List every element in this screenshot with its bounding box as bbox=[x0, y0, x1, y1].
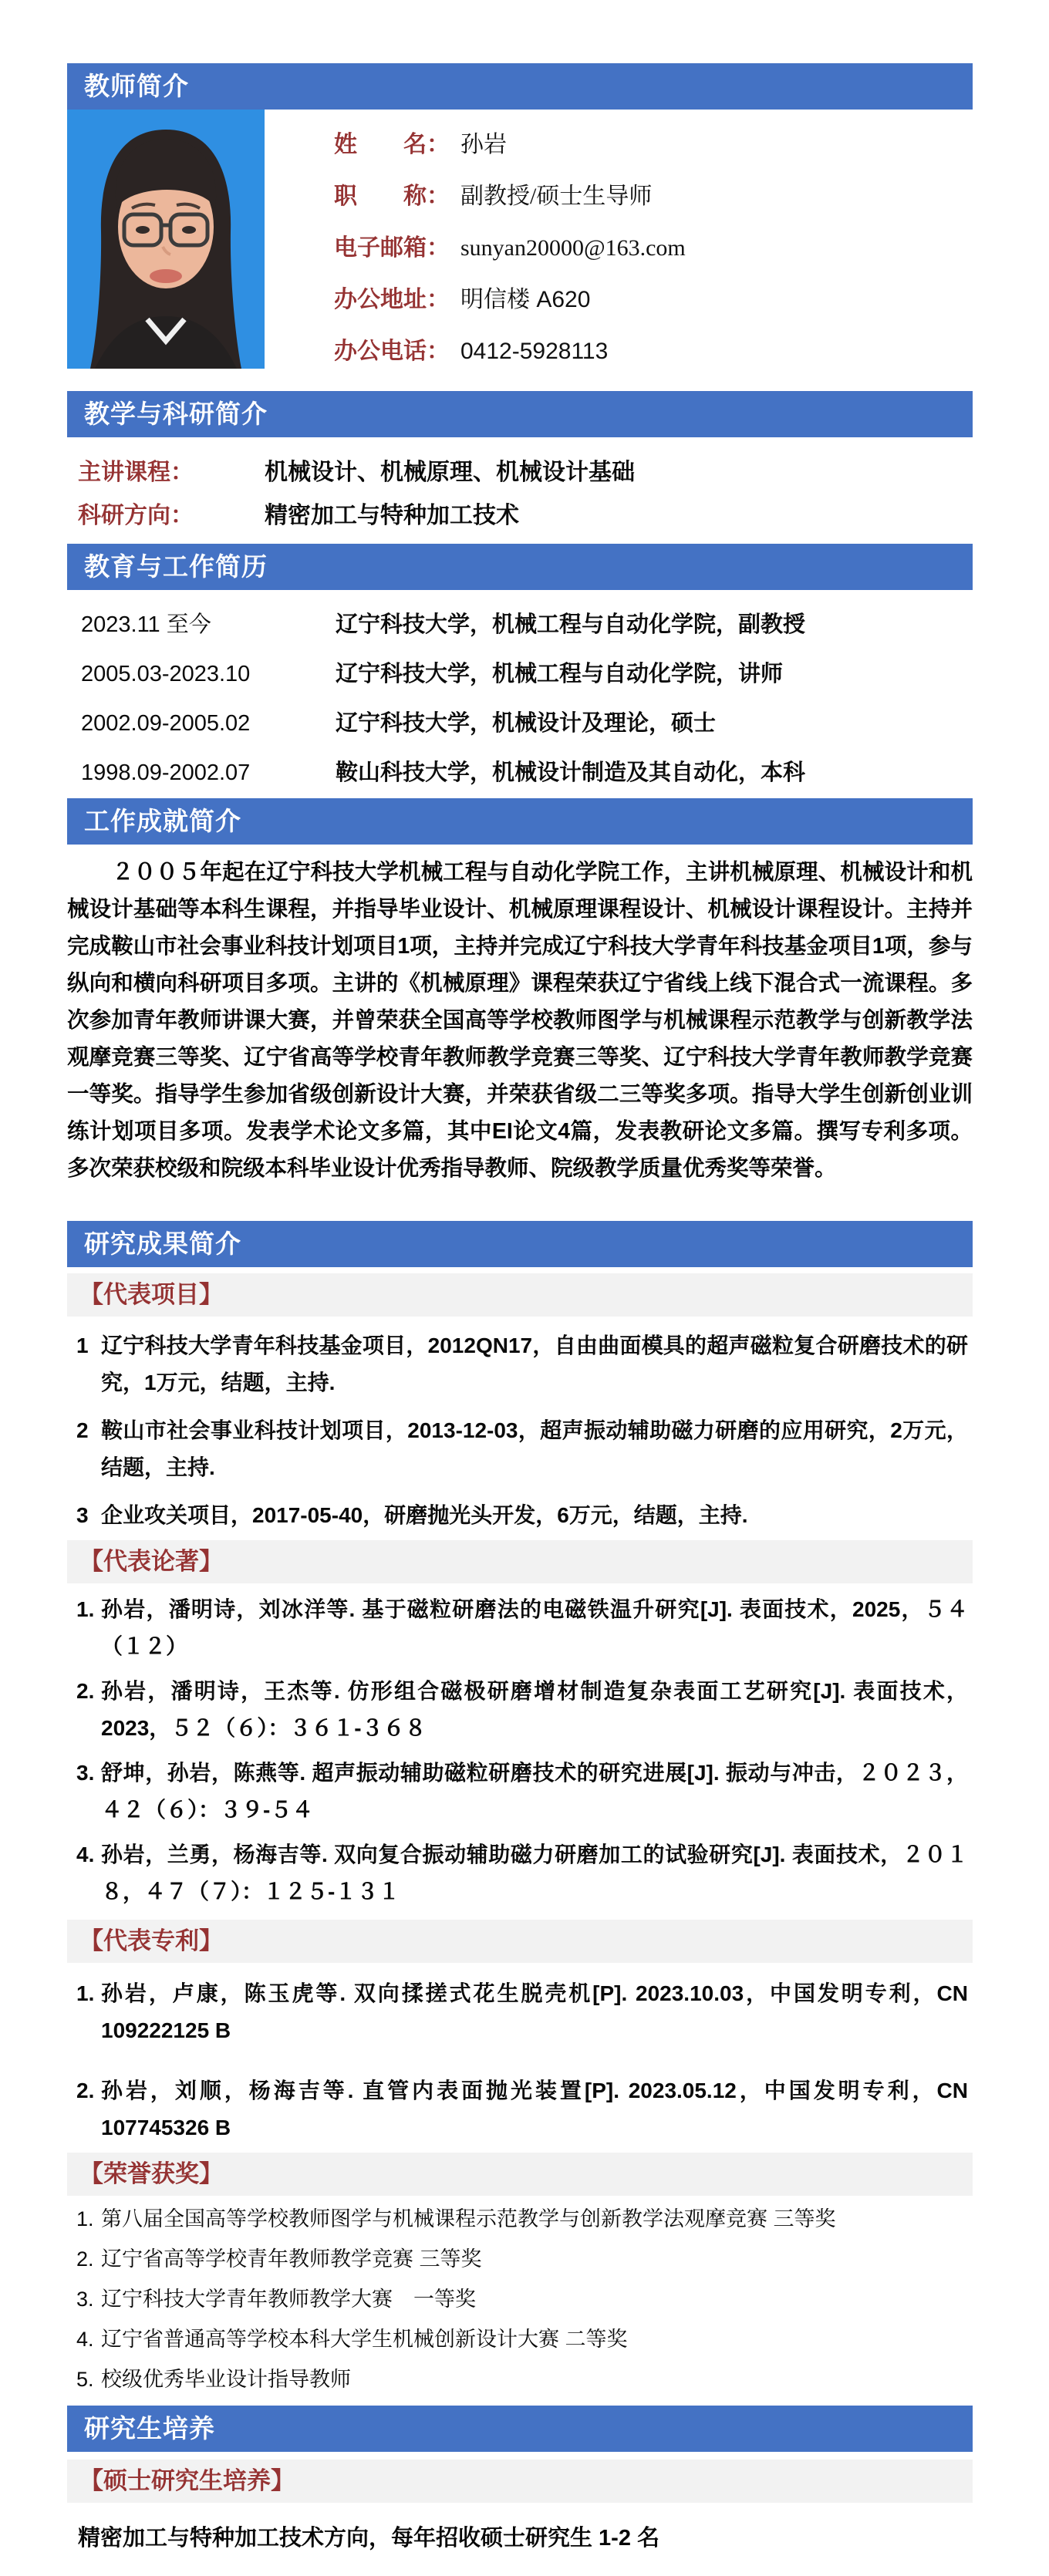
item-number: 1. bbox=[76, 1597, 95, 1621]
list-item bbox=[67, 1327, 973, 1401]
section-title: 教育与工作简历 bbox=[84, 552, 268, 581]
item-number: 1. bbox=[76, 1981, 95, 2005]
subheading-patents: 【代表专利】 bbox=[67, 1920, 973, 1963]
section-bar-graduate-training bbox=[67, 2406, 973, 2452]
field-label: 办公电话： bbox=[334, 339, 450, 364]
item-number: 5. bbox=[76, 2368, 94, 2391]
list-item bbox=[67, 2322, 973, 2356]
item-text: 企业攻关项目，2017-05-40，研磨抛光头开发，6万元，结题，主持. bbox=[101, 1503, 748, 1527]
item-number: 2 bbox=[76, 1418, 89, 1442]
achievements-paragraph: ２００５年起在辽宁科技大学机械工程与自动化学院工作，主讲机械原理、机械设计和机械设计基础等本科生课程，并指导毕业设计、机械原理课程设计、机械设计课程设计。主持并完成鞍山市社会事业科技计划项目1项，主持并完成辽宁科技大学青年科技基金项目1项，参与纵向和横向科研项目多项。主讲的《机械原理》课程荣获辽宁省线上线下混合式一流课程。多次参加青年教师讲课大赛，并曾荣获全国高等学校教师图学与机械课程示范教学与创新教学法观摩竞赛三等奖、辽宁省高等学校青年教师教学竞赛三等奖、辽宁科技大学青年教师教学竞赛一等奖。指导学生参加省级创新设计大赛，并荣获省级二三等奖多项。指导大学生创新创业训练计划项目多项。发表学术论文多篇，其中EI论文4篇，发表教研论文多篇。撰写专利多项。多次荣获校级和院级本科毕业设计优秀指导教师、院级教学质量优秀奖等荣誉。 bbox=[67, 860, 973, 1181]
list-item bbox=[67, 1412, 973, 1486]
projects-list bbox=[67, 1327, 973, 1534]
item-number: 4. bbox=[76, 1843, 95, 1866]
list-item bbox=[67, 2242, 973, 2276]
row-label: 主讲课程： bbox=[78, 460, 194, 485]
section-bar-research-results bbox=[67, 1221, 973, 1267]
field-phone bbox=[334, 332, 973, 383]
section-title: 教师简介 bbox=[84, 72, 189, 100]
education-row bbox=[67, 758, 973, 787]
list-item bbox=[67, 2202, 973, 2236]
profile-block bbox=[67, 110, 973, 383]
field-label: 职 称： bbox=[334, 184, 450, 209]
item-text: 舒坤，孙岩，陈燕等. 超声振动辅助磁粒研磨技术的研究进展[J]. 振动与冲击，２０２３，４２（６）：３９-５４ bbox=[101, 1761, 968, 1822]
item-number: 2. bbox=[76, 2247, 94, 2271]
section-bar-work-achievements bbox=[67, 798, 973, 845]
section-title: 研究成果简介 bbox=[84, 1229, 241, 1258]
item-text: 辽宁科技大学青年科技基金项目，2012QN17，自由曲面模具的超声磁粒复合研磨技术的研究，1万元，结题，主持. bbox=[101, 1334, 968, 1394]
education-block bbox=[67, 610, 973, 798]
field-value-email: sunyan20000@163.com bbox=[460, 235, 686, 261]
field-label: 姓 名： bbox=[334, 132, 450, 157]
field-value: 0412-5928113 bbox=[460, 339, 609, 364]
item-text: 校级优秀毕业设计指导教师 bbox=[101, 2368, 351, 2391]
list-item bbox=[67, 1836, 973, 1910]
item-text: 孙岩，卢康，陈玉虎等. 双向揉搓式花生脱壳机[P]. 2023.10.03，中国发明专利，CN 109222125 B bbox=[101, 1981, 968, 2042]
awards-list bbox=[67, 2202, 973, 2396]
item-number: 3. bbox=[76, 1761, 95, 1785]
item-text: 辽宁科技大学青年教师教学大赛 一等奖 bbox=[101, 2288, 476, 2311]
field-title bbox=[334, 177, 973, 228]
list-item bbox=[67, 1755, 973, 1829]
section-bar-education-history bbox=[67, 544, 973, 590]
item-text: 第八届全国高等学校教师图学与机械课程示范教学与创新教学法观摩竞赛 三等奖 bbox=[101, 2207, 836, 2230]
section-title: 工作成就简介 bbox=[84, 807, 241, 835]
field-office bbox=[334, 280, 973, 332]
teaching-row-direction bbox=[67, 499, 973, 533]
field-value: 副教授/硕士生导师 bbox=[460, 184, 653, 209]
list-item bbox=[67, 1591, 973, 1665]
graduate-note: 精密加工与特种加工技术方向，每年招收硕士研究生 1-2 名 bbox=[78, 2526, 660, 2551]
item-text: 孙岩，刘顺，杨海吉等. 直管内表面抛光装置[P]. 2023.05.12，中国发明专利，CN 107745326 B bbox=[101, 2079, 968, 2139]
section-title: 研究生培养 bbox=[84, 2414, 215, 2443]
item-number: 3 bbox=[76, 1503, 89, 1527]
patents-list bbox=[67, 1975, 973, 2146]
item-text: 孙岩，潘明诗，刘冰洋等. 基于磁粒研磨法的电磁铁温升研究[J]. 表面技术，2025，５４（１２） bbox=[101, 1597, 968, 1658]
detail: 鞍山科技大学，机械设计制造及其自动化，本科 bbox=[336, 760, 806, 785]
portrait-illustration bbox=[67, 110, 265, 369]
field-email bbox=[334, 228, 973, 280]
profile-photo bbox=[67, 110, 265, 369]
list-item bbox=[67, 1975, 973, 2049]
item-text: 孙岩，潘明诗，王杰等. 仿形组合磁极研磨增材制造复杂表面工艺研究[J]. 表面技术，2023，５２（６）：３６１-３６８ bbox=[101, 1679, 968, 1740]
education-row bbox=[67, 709, 973, 738]
row-value: 精密加工与特种加工技术 bbox=[265, 503, 519, 528]
detail: 辽宁科技大学，机械工程与自动化学院，讲师 bbox=[336, 662, 784, 686]
item-number: 2. bbox=[76, 1679, 95, 1703]
education-row bbox=[67, 610, 973, 639]
teaching-block bbox=[67, 437, 973, 533]
papers-list bbox=[67, 1591, 973, 1910]
subheading-papers: 【代表论著】 bbox=[67, 1540, 973, 1583]
field-name bbox=[334, 125, 973, 177]
item-number: 2. bbox=[76, 2079, 95, 2102]
period: 2002.09-2005.02 bbox=[81, 711, 251, 736]
detail: 辽宁科技大学，机械工程与自动化学院，副教授 bbox=[336, 612, 806, 637]
page-content bbox=[67, 63, 973, 2555]
list-item bbox=[67, 2072, 973, 2146]
item-text: 孙岩，兰勇，杨海吉等. 双向复合振动辅助磁力研磨加工的试验研究[J]. 表面技术，２０１８，４７（７）：１２５-１３１ bbox=[101, 1843, 968, 1903]
education-row bbox=[67, 659, 973, 689]
field-label: 电子邮箱： bbox=[334, 235, 450, 261]
subheading-projects: 【代表项目】 bbox=[67, 1273, 973, 1317]
list-item bbox=[67, 2282, 973, 2316]
teaching-row-courses bbox=[67, 456, 973, 490]
item-text: 辽宁省普通高等学校本科大学生机械创新设计大赛 二等奖 bbox=[101, 2328, 628, 2351]
section-title: 教学与科研简介 bbox=[84, 400, 268, 428]
item-text: 辽宁省高等学校青年教师教学竞赛 三等奖 bbox=[101, 2247, 482, 2271]
list-item bbox=[67, 2362, 973, 2396]
item-text: 鞍山市社会事业科技计划项目，2013-12-03，超声振动辅助磁力研磨的应用研究，2万元，结题，主持. bbox=[101, 1418, 968, 1479]
field-value: 明信楼 A620 bbox=[460, 287, 591, 312]
field-label: 办公地址： bbox=[334, 287, 450, 312]
period: 2023.11 至今 bbox=[81, 612, 211, 637]
list-item bbox=[67, 1497, 973, 1534]
subheading-master-training: 【硕士研究生培养】 bbox=[67, 2460, 973, 2503]
field-value: 孙岩 bbox=[460, 132, 507, 157]
period: 2005.03-2023.10 bbox=[81, 662, 251, 686]
section-bar-teacher-intro bbox=[67, 63, 973, 110]
row-value: 机械设计、机械原理、机械设计基础 bbox=[265, 460, 635, 485]
item-number: 1. bbox=[76, 2207, 94, 2230]
period: 1998.09-2002.07 bbox=[81, 760, 251, 785]
list-item bbox=[67, 1673, 973, 1747]
detail: 辽宁科技大学，机械设计及理论，硕士 bbox=[336, 711, 717, 736]
section-bar-teaching-research bbox=[67, 391, 973, 437]
item-number: 4. bbox=[76, 2328, 94, 2351]
row-label: 科研方向： bbox=[78, 503, 194, 528]
profile-fields bbox=[265, 110, 973, 383]
item-number: 3. bbox=[76, 2288, 94, 2311]
item-number: 1 bbox=[76, 1334, 89, 1357]
subheading-awards: 【荣誉获奖】 bbox=[67, 2153, 973, 2196]
